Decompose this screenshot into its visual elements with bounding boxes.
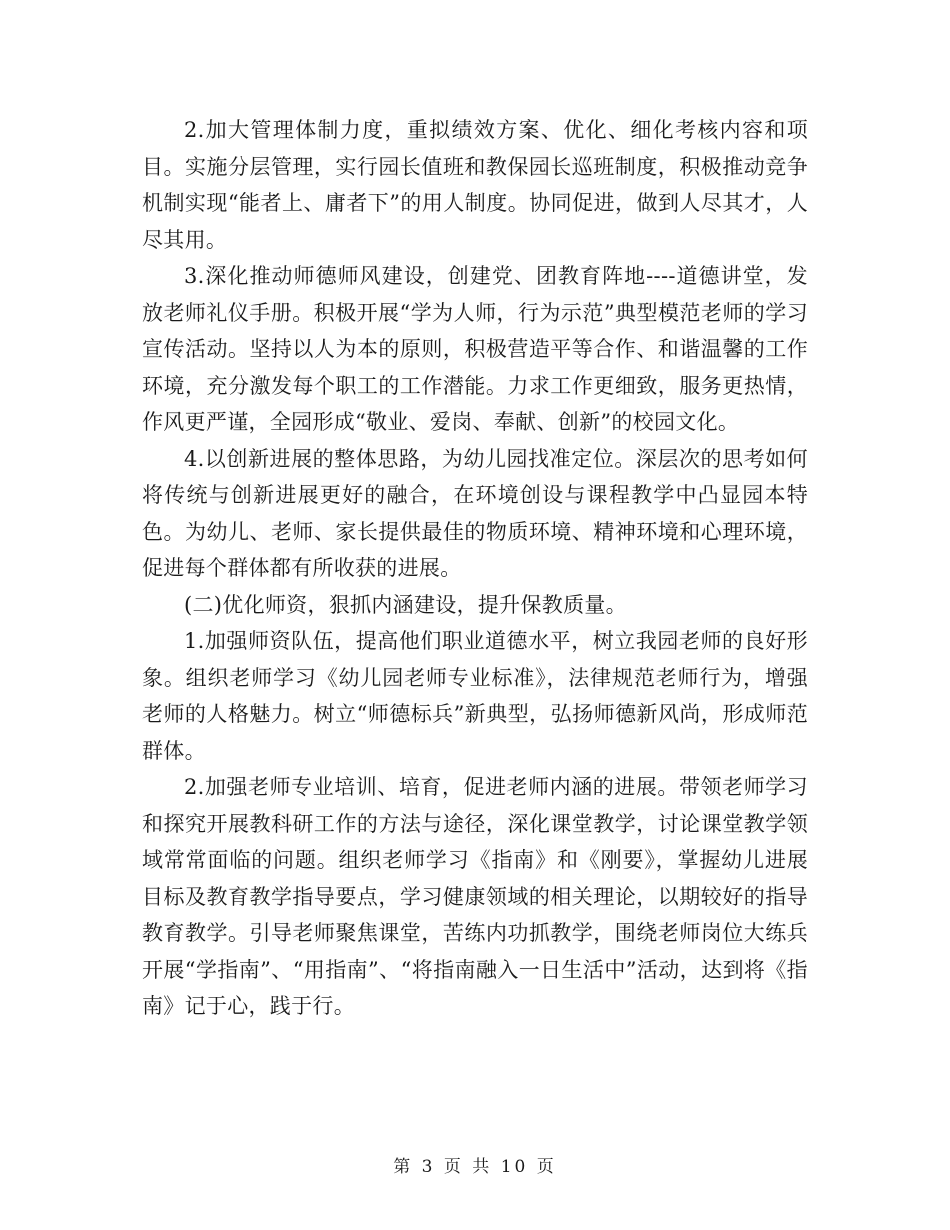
document-body: [142, 112, 808, 1025]
paragraph-innovation: 4.以创新进展的整体思路，为幼儿园找准定位。深层次的思考如何将传统与创新进展更好的融合，在环境创设与课程教学中凸显园本特色。为幼儿、老师、家长提供最佳的物质环境、精神环境和心理环境，促进每个群体都有所收获的进展。: [142, 446, 808, 580]
page-number-footer: 第 3 页 共 10 页: [393, 1157, 557, 1177]
paragraph-teacher-ethics: 3.深化推动师德师风建设，创建党、团教育阵地----道德讲堂，发放老师礼仪手册。积极开展“学为人师，行为示范”典型模范老师的学习宣传活动。坚持以人为本的原则，积极营造平等合作、和谐温馨的工作环境，充分激发每个职工的工作潜能。力求工作更细致，服务更热情，作风更严谨，全园形成“敬业、爱岗、奉献、创新”的校园文化。: [142, 264, 808, 434]
paragraph-teacher-training: 2.加强老师专业培训、培育，促进老师内涵的进展。带领老师学习和探究开展教科研工作的方法与途径，深化课堂教学，讨论课堂教学领域常常面临的问题。组织老师学习《指南》和《刚要》，掌握幼儿进展目标及教育教学指导要点，学习健康领域的相关理论，以期较好的指导教育教学。引导老师聚焦课堂，苦练内功抓教学，围绕老师岗位大练兵开展“学指南”、“用指南”、“将指南融入一日生活中”活动，达到将《指南》记于心，践于行。: [142, 775, 808, 1018]
paragraph-management-system: 2.加大管理体制力度，重拟绩效方案、优化、细化考核内容和项目。实施分层管理，实行园长值班和教保园长巡班制度，积极推动竞争机制实现“能者上、庸者下”的用人制度。协同促进，做到人尽其才，人尽其用。: [142, 118, 808, 252]
section-heading: (二)优化师资，狠抓内涵建设，提升保教质量。: [184, 592, 627, 617]
paragraph-teacher-team: 1.加强师资队伍，提高他们职业道德水平，树立我园老师的良好形象。组织老师学习《幼儿园老师专业标准》，法律规范老师行为，增强老师的人格魅力。树立“师德标兵”新典型，弘扬师德新风尚，形成师范群体。: [142, 629, 808, 763]
